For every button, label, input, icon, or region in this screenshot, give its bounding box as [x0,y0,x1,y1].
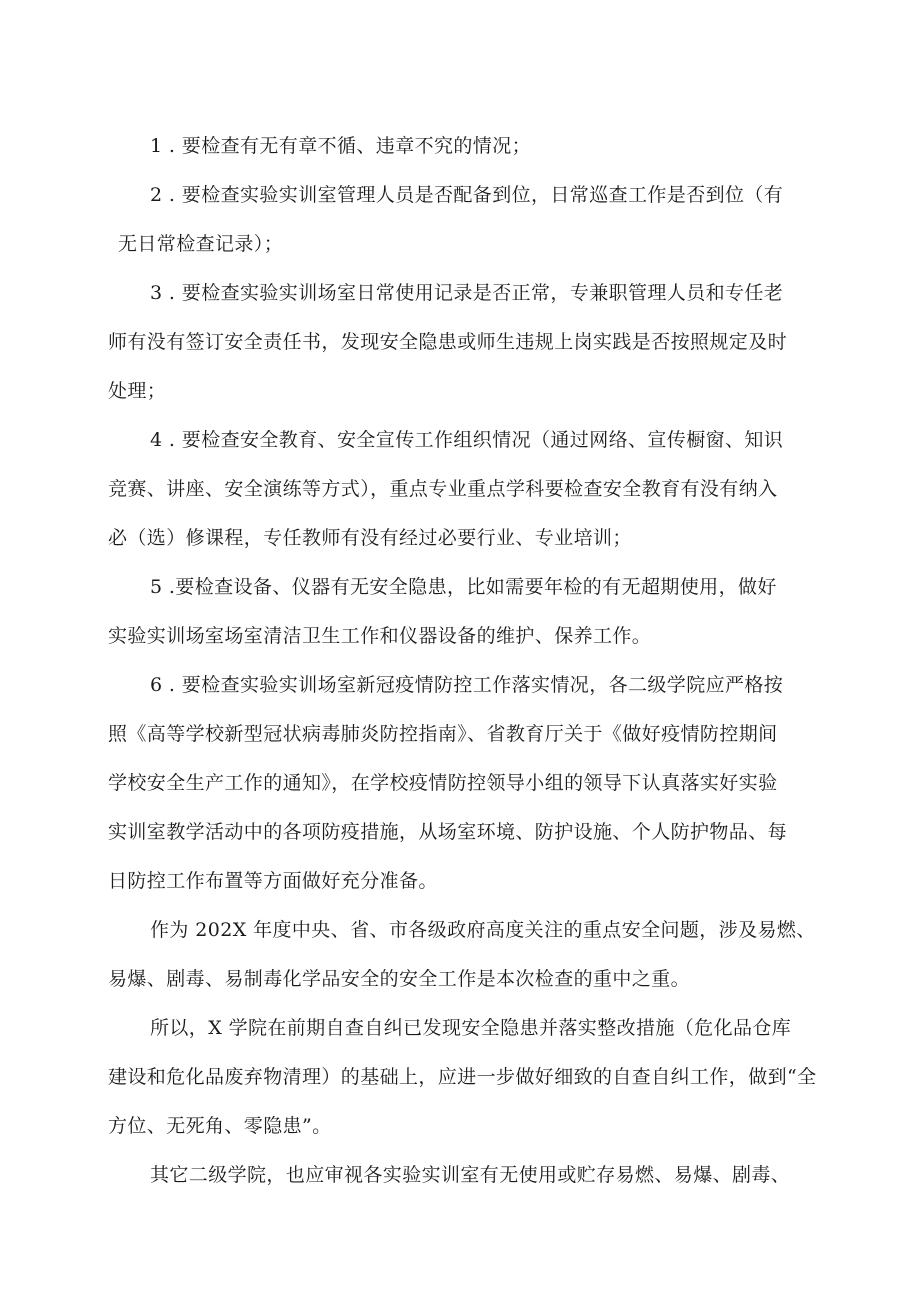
item-6-line-1: 6 . 要检查实验实训场室新冠疫情防控工作落实情况，各二级学院应严格按 [150,674,784,696]
item-6-line-3: 学校安全生产工作的通知》，在学校疫情防控领导小组的领导下认真落实好实验 [108,772,778,794]
paragraph-x-college-line-1: 所以，X 学院在前期自查自纠已发现安全隐患并落实整改措施（危化品仓库 [150,1017,792,1039]
item-2-line-1: 2 . 要检查实验实训室管理人员是否配备到位，日常巡查工作是否到位（有 [150,184,784,206]
item-5-line-1: 5 .要检查设备、仪器有无安全隐患，比如需要年检的有无超期使用，做好 [150,576,777,598]
item-6-line-2: 照《高等学校新型冠状病毒肺炎防控指南》、省教育厅关于《做好疫情防控期间 [108,723,778,745]
item-3-line-3: 处理； [108,380,167,402]
item-4-line-2: 竞赛、讲座、安全演练等方式），重点专业重点学科要检查安全教育有没有纳入 [108,478,778,500]
item-1-line: 1 . 要检查有无有章不循、违章不究的情况； [150,135,532,157]
item-2-line-2: 无日常检查记录）； [118,233,284,255]
paragraph-focus-line-1: 作为 202X 年度中央、省、市各级政府高度关注的重点安全问题，涉及易燃、 [150,919,816,941]
item-3-line-2: 师有没有签订安全责任书，发现安全隐患或师生违规上岗实践是否按照规定及时 [108,331,788,353]
item-6-line-4: 实训室教学活动中的各项防疫措施，从场室环境、防护设施、个人防护物品、每 [108,821,788,843]
item-6-line-5: 日防控工作布置等方面做好充分准备。 [108,870,438,892]
item-3-line-1: 3 . 要检查实验实训场室日常使用记录是否正常，专兼职管理人员和专任老 [150,282,784,304]
item-4-line-3: 必（选）修课程，专任教师有没有经过必要行业、专业培训； [108,527,632,549]
paragraph-x-college-line-3: 方位、无死角、零隐患”。 [108,1115,332,1137]
paragraph-other-colleges-line-1: 其它二级学院，也应审视各实验实训室有无使用或贮存易燃、易爆、剧毒、 [150,1164,791,1186]
paragraph-focus-line-2: 易爆、剧毒、易制毒化学品安全的安全工作是本次检查的重中之重。 [108,968,691,990]
item-5-line-2: 实验实训场室场室清洁卫生工作和仪器设备的维护、保养工作。 [108,625,652,647]
paragraph-x-college-line-2: 建设和危化品废弃物清理）的基础上，应进一步做好细致的自查自纠工作，做到“全 [108,1066,817,1088]
item-4-line-1: 4 . 要检查安全教育、安全宣传工作组织情况（通过网络、宣传橱窗、知识 [150,429,784,451]
